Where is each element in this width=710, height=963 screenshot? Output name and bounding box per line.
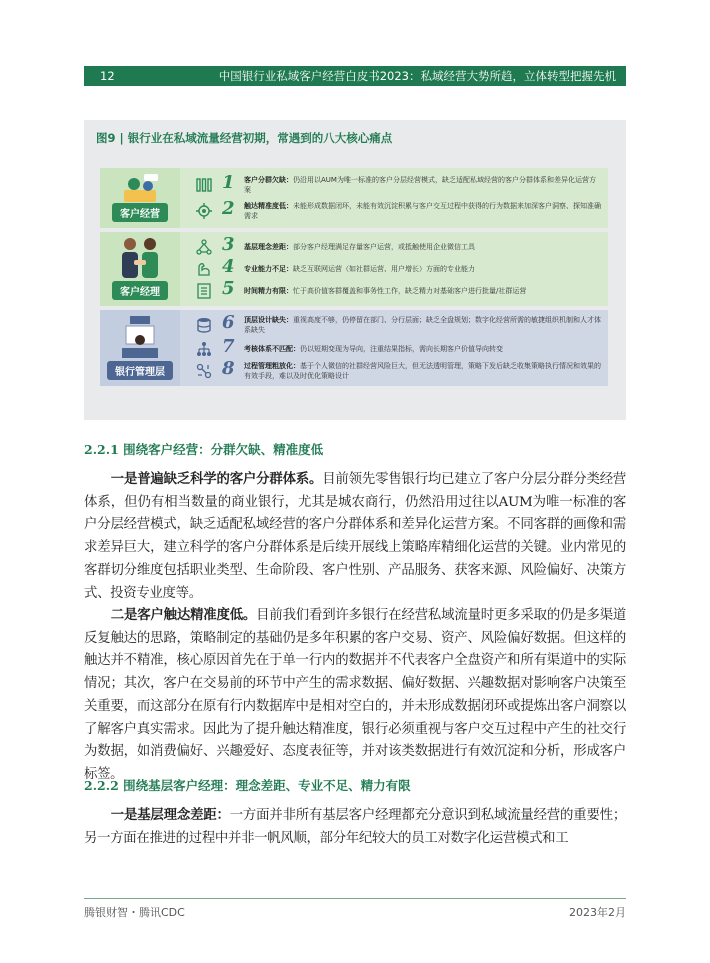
group-account-manager — [100, 232, 608, 306]
body-paragraph — [84, 604, 626, 787]
group-label: 客户经理 — [112, 281, 168, 300]
item-head: 客户分群欠缺： — [244, 176, 293, 184]
item-number: 1 — [222, 172, 235, 193]
item-number: 6 — [222, 312, 235, 333]
item-body: 未能形成数据闭环，未能有效沉淀积累与客户交互过程中获得的行为数据来加深客户洞察、探知准确需求 — [244, 202, 601, 220]
pain-point-item — [196, 174, 604, 198]
item-head: 考核体系不匹配： — [244, 345, 300, 353]
hierarchy-icon — [196, 341, 212, 357]
group-bank-management — [100, 310, 608, 386]
pain-point-item — [196, 236, 604, 260]
item-body: 重视高度不够，仍停留在部门、分行层面；缺乏全盘规划；数字化经营所需的敏捷组织机制和人才体系缺失 — [244, 316, 601, 334]
group-customer-operation — [100, 168, 608, 228]
item-body: 缺乏互联网运营（如社群运营、用户增长）方面的专业能力 — [293, 265, 475, 273]
item-body: 仍沿用以AUM为唯一标准的客户分层经营模式，缺乏适配私域经营的客户分群体系和差异化运营方案 — [244, 176, 596, 194]
page-number: 12 — [100, 69, 115, 83]
footer-divider — [84, 898, 626, 899]
database-icon — [196, 317, 212, 333]
pain-point-item — [196, 314, 604, 338]
item-head: 专业能力不足： — [244, 265, 293, 273]
item-head: 基层理念差距： — [244, 243, 293, 251]
section-heading: 2.2.1 围绕客户经营：分群欠缺、精准度低 — [84, 442, 324, 457]
footer-publisher: 腾银财智・腾讯CDC — [84, 906, 185, 919]
paragraph-text: 目前我们看到许多银行在经营私域流量时更多采取的仍是多渠道反复触达的思路，策略制定的基础仍是多年积累的客户交易、资产、风险偏好数据。但这样的触达并不精准，核心原因首先在于单一行内的数据并不代表客户全盘资产和所有渠道中的实际情况；其次，客户在交易前的环节中产生的需求数据、偏好数据、兴趣数据对影响客户决策至关重要，而这部分在原有行内数据库中是相对空白的，并未形成数据闭环或提炼出客户洞察以了解客户真实需求。因此为了提升触达精准度，银行必须重视与客户交互过程中产生的社交行为数据，如消费偏好、兴趣爱好、态度表征等，并对该类数据进行有效沉淀和分析，形成客户标签。 — [84, 608, 627, 782]
paragraph-lead: 二是客户触达精准度低。 — [110, 607, 257, 623]
pain-point-item — [196, 200, 604, 224]
pain-point-item — [196, 258, 604, 282]
network-icon — [196, 239, 212, 255]
section-heading: 2.2.2 围绕基层客户经理：理念差距、专业不足、精力有限 — [84, 778, 411, 793]
figure-title: 图9 | 银行业在私域流量经营初期，常遇到的八大核心痛点 — [96, 131, 393, 145]
paragraph-lead: 一是基层理念差距： — [110, 807, 230, 823]
handshake-illustration-icon — [118, 236, 162, 282]
pain-point-item — [196, 338, 604, 362]
item-head: 顶层设计缺失： — [244, 316, 293, 324]
group-label: 客户经营 — [112, 203, 168, 222]
item-number: 8 — [222, 358, 235, 379]
checklist-icon — [196, 283, 212, 299]
item-head: 触达精准度低： — [244, 202, 293, 210]
muscle-icon — [196, 261, 212, 277]
item-number: 2 — [222, 198, 235, 219]
paragraph-lead: 一是普遍缺乏科学的客户分群体系。 — [110, 471, 323, 487]
body-paragraph — [84, 468, 626, 605]
pain-point-item — [196, 360, 604, 384]
figure-9 — [84, 120, 626, 420]
body-paragraph — [84, 804, 626, 850]
group-role-panel — [100, 168, 180, 228]
group-role-panel — [100, 232, 180, 306]
bank-manager-illustration-icon — [118, 314, 162, 362]
group-role-panel — [100, 310, 180, 386]
item-body: 基于个人微信的社群经营风险巨大，但无法透明管理，策略下发后缺乏收集策略执行情况和效果的有效手段，难以及时优化策略设计 — [244, 362, 601, 380]
item-body: 忙于高价值客群覆盖和事务性工作，缺乏精力对基础客户进行批量/社群运营 — [293, 287, 527, 295]
item-body: 仍以短期变现为导向，注重结果指标，需向长期客户价值导向转变 — [300, 345, 503, 353]
item-number: 4 — [222, 256, 235, 277]
paragraph-text: 目前领先零售银行均已建立了客户分层分群分类经营体系，但仍有相当数量的商业银行，尤其是城农商行，仍然沿用过往以AUM为唯一标准的客户分层经营模式，缺乏适配私域经营的客户分群体系和差异化运营方案。不同客群的画像和需求差异巨大，建立科学的客户分群体系是后续开展线上策略库精细化运营的关键。业内常见的客群切分维度包括职业类型、生命阶段、客户性别、产品服务、获客来源、风险偏好、决策方式、投资专业度等。 — [84, 472, 626, 601]
target-icon — [196, 203, 212, 219]
footer-date: 2023年2月 — [569, 906, 626, 919]
group-label: 银行管理层 — [107, 361, 173, 380]
paragraph-text: 一方面并非所有基层客户经理都充分意识到私域流量经营的重要性；另一方面在推进的过程中并非一帆风顺，部分年纪较大的员工对数字化运营模式和工 — [84, 808, 626, 846]
item-head: 时间精力有限： — [244, 287, 293, 295]
item-head: 过程管理粗放化： — [244, 362, 300, 370]
item-number: 5 — [222, 278, 235, 299]
document-title: 中国银行业私域客户经营白皮书2023：私域经营大势所趋，立体转型把握先机 — [218, 69, 616, 83]
org-chart-icon — [196, 177, 212, 193]
page-header-bar — [84, 66, 626, 86]
item-body: 部分客户经理满足存量客户运营，或抵触使用企业微信工具 — [293, 243, 475, 251]
item-number: 3 — [222, 234, 235, 255]
process-icon — [196, 363, 212, 379]
item-number: 7 — [222, 336, 235, 357]
pain-point-item — [196, 280, 604, 304]
